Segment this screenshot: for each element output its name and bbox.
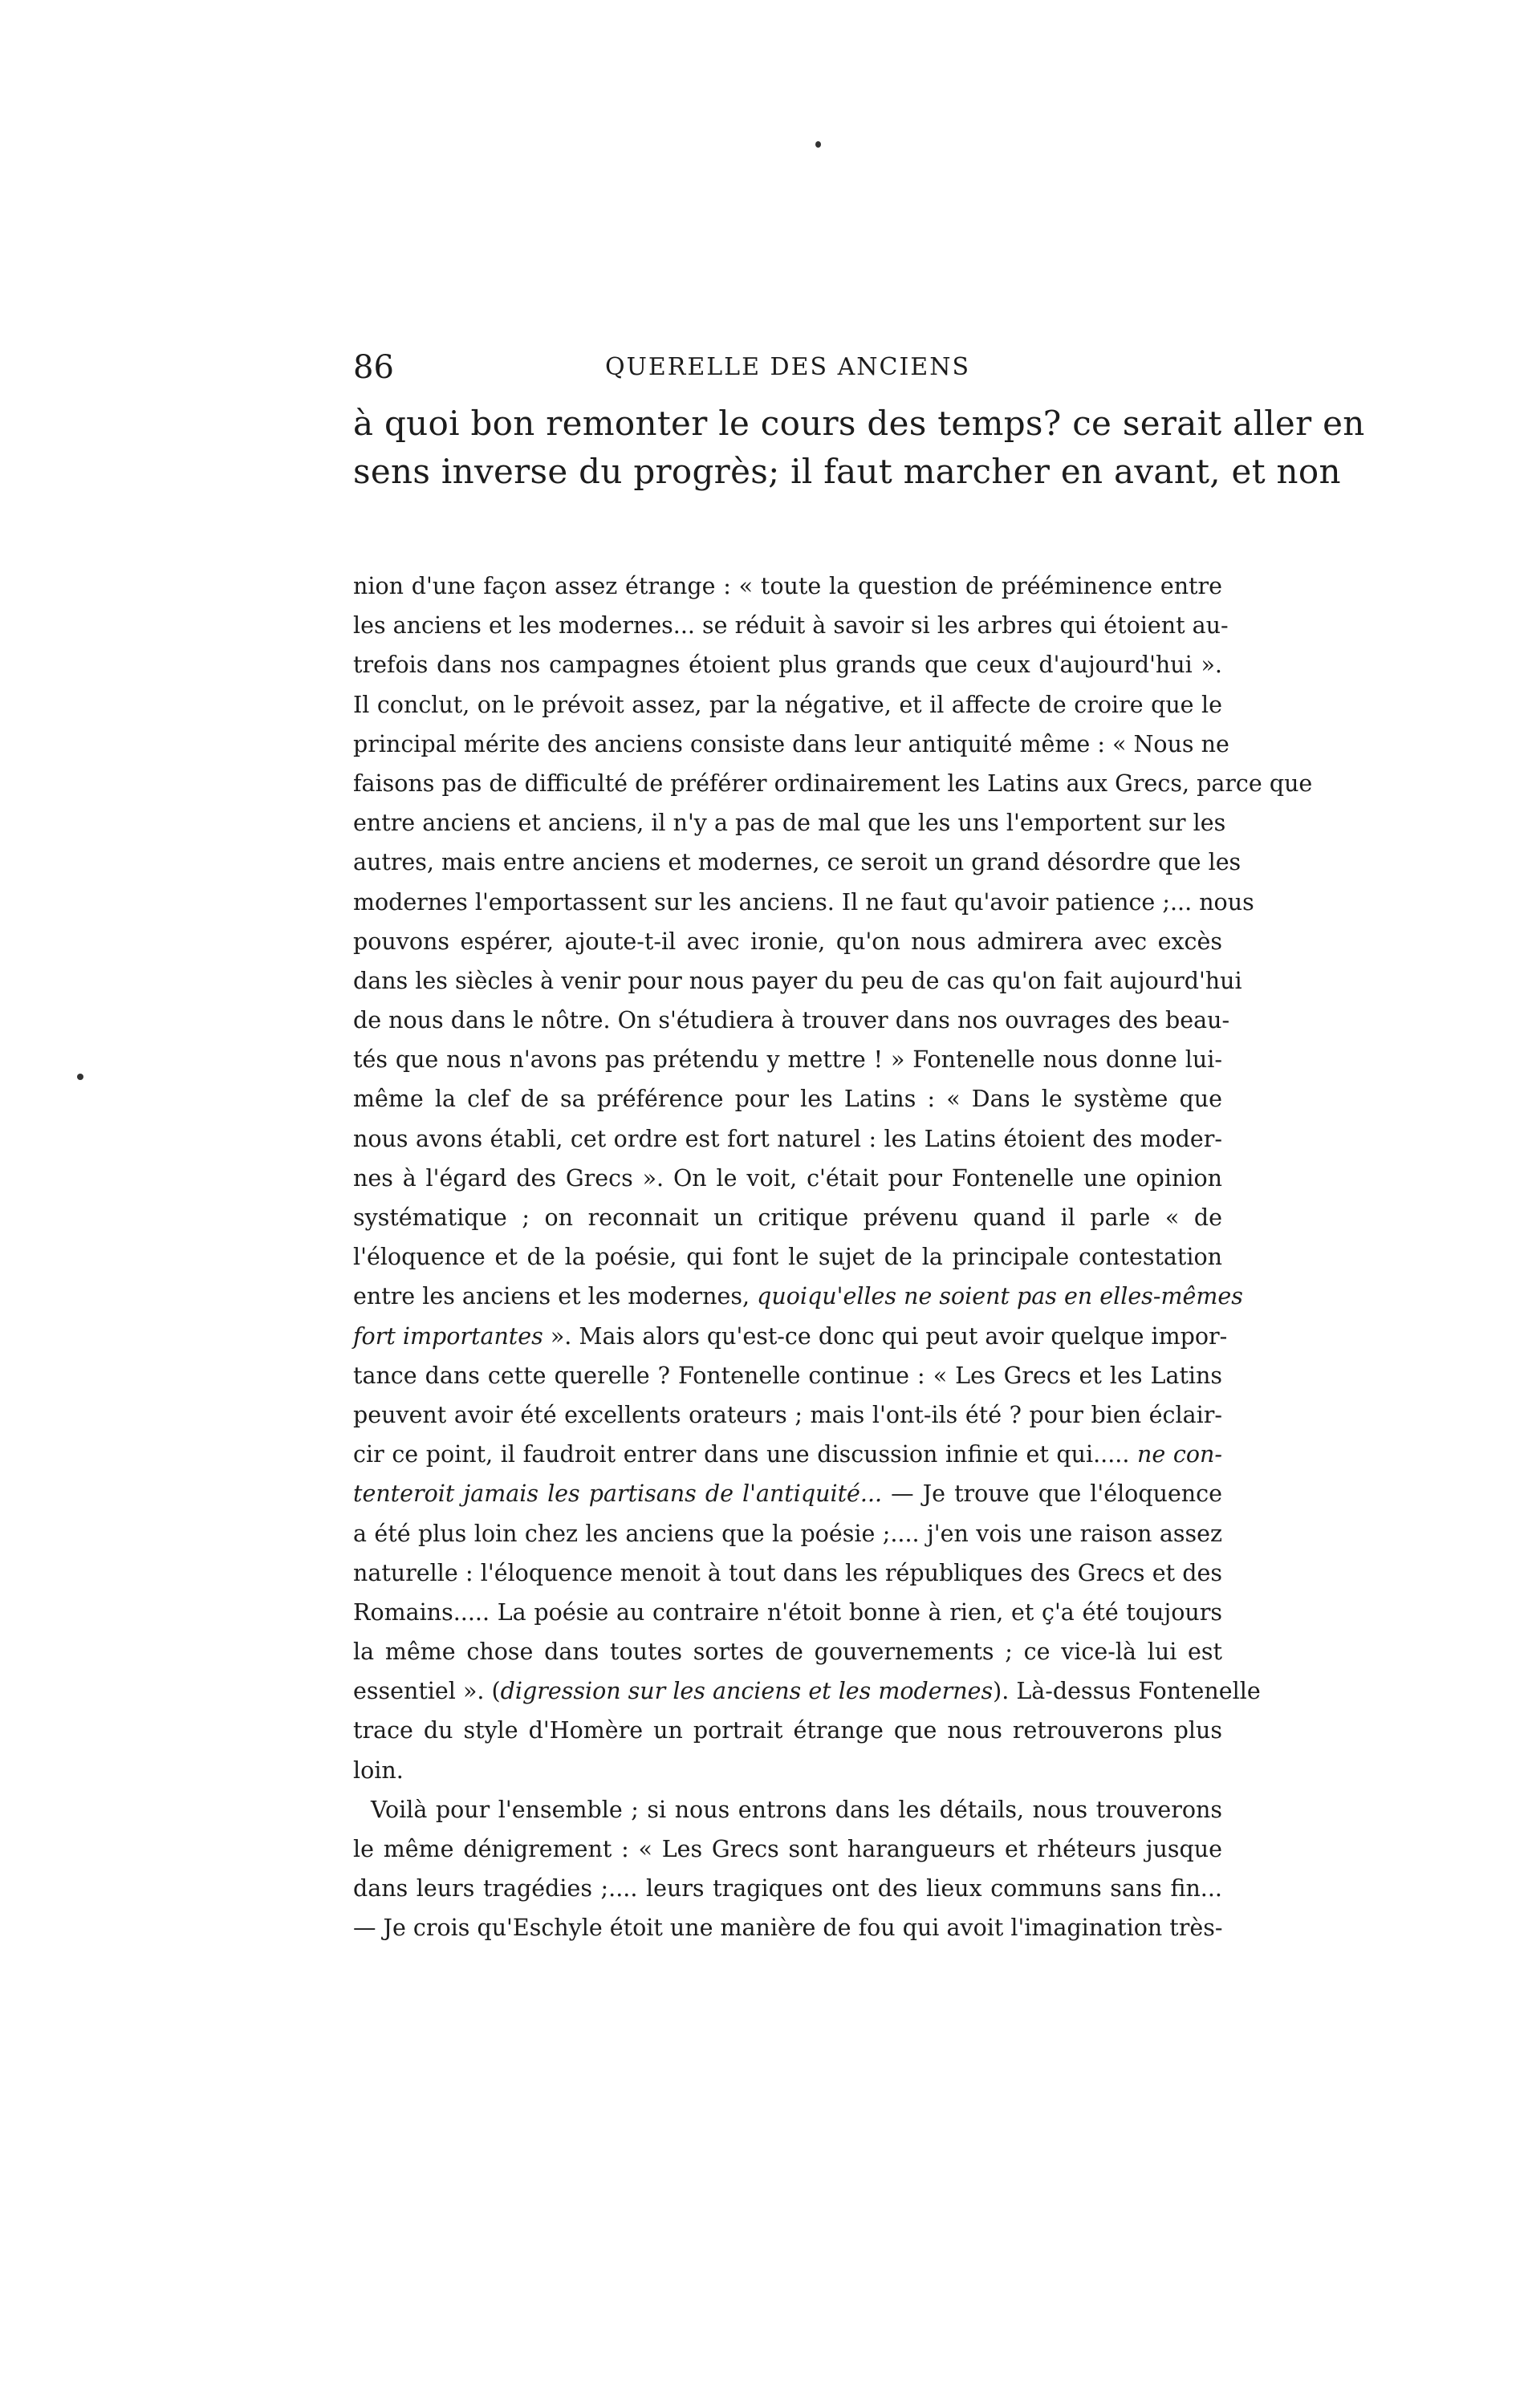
italic-text: fort importantes: [353, 1322, 543, 1350]
footnote-line: [353, 1317, 1228, 1356]
footnote-line: [353, 1553, 1222, 1593]
text-segment: Voilà pour l'ensemble ; si nous entrons dans les détails, nous trouverons: [371, 1796, 1222, 1823]
text-segment: — Je trouve que l'éloquence: [882, 1480, 1222, 1508]
text-segment: autres, mais entre anciens et modernes, ce seroit un grand désordre que les: [353, 849, 1242, 876]
text-segment: l'éloquence et de la poésie, qui font le sujet de la principale contestation: [353, 1244, 1222, 1271]
footnote-line: [353, 961, 1242, 1001]
footnote-line: [353, 1751, 1222, 1790]
footnote-line: [353, 1711, 1222, 1750]
text-segment: modernes l'emportassent sur les anciens. Il ne faut qu'avoir patience ;... nous: [353, 888, 1254, 916]
text-segment: Il conclut, on le prévoit assez, par la négative, et il affecte de croire que le: [353, 691, 1222, 718]
text-segment: systématique ; on reconnait un critique prévenu quand il parle « de: [353, 1204, 1222, 1231]
text-segment: Romains..... La poésie au contraire n'étoit bonne à rien, et ç'a été toujours: [353, 1598, 1222, 1626]
text-segment: dans leurs tragédies ;.... leurs tragiques ont des lieux communs sans fin...: [353, 1875, 1222, 1902]
footnote-block: [353, 566, 1313, 1948]
footnote-line: [353, 1514, 1222, 1553]
footnote-line: [353, 1159, 1222, 1198]
text-segment: la même chose dans toutes sortes de gouvernements ; ce vice-là lui est: [353, 1638, 1222, 1666]
ink-speck: [77, 1074, 83, 1080]
footnote-line: [353, 1474, 1222, 1513]
text-segment: faisons pas de difficulté de préférer ordinairement les Latins aux Grecs, parce que: [353, 770, 1313, 797]
footnote-line: [353, 1435, 1222, 1474]
page-number: 86: [353, 349, 394, 386]
text-segment: naturelle : l'éloquence menoit à tout dans les républiques des Grecs et des: [353, 1559, 1222, 1586]
footnote-line: [353, 645, 1222, 684]
footnote-line: [353, 1908, 1222, 1947]
text-segment: les anciens et les modernes... se réduit à savoir si les arbres qui étoient au-: [353, 612, 1229, 640]
text-segment: cir ce point, il faudroit entrer dans une discussion infinie et qui.....: [353, 1441, 1138, 1468]
footnote-line: [353, 1040, 1222, 1079]
footnote-line: [353, 725, 1229, 764]
text-segment: ). Là-dessus Fontenelle: [993, 1678, 1261, 1705]
text-segment: de nous dans le nôtre. On s'étudiera à trouver dans nos ouvrages des beau-: [353, 1007, 1230, 1034]
footnote-line: [353, 922, 1222, 961]
text-segment: a été plus loin chez les anciens que la poésie ;.... j'en vois une raison assez: [353, 1520, 1222, 1547]
text-segment: ». Mais alors qu'est-ce donc qui peut avoir quelque impor-: [543, 1322, 1228, 1350]
text-segment: trace du style d'Homère un portrait étrange que nous retrouverons plus: [353, 1717, 1222, 1744]
main-text-line: à quoi bon remonter le cours des temps? ce serait aller en: [353, 404, 1365, 443]
footnote-line: [353, 1671, 1261, 1711]
footnote-line: [353, 1198, 1222, 1237]
text-segment: tés que nous n'avons pas prétendu y mettre ! » Fontenelle nous donne lui-: [353, 1046, 1222, 1074]
italic-text: ne con-: [1137, 1441, 1222, 1468]
footnote-line: [353, 566, 1222, 606]
text-segment: loin.: [353, 1756, 404, 1784]
footnote-line: [353, 685, 1222, 725]
footnote-line: [353, 843, 1242, 882]
page-header: [353, 343, 1222, 392]
footnote-line: [353, 1237, 1222, 1277]
ink-speck: [815, 141, 821, 148]
footnote-line: [353, 1829, 1222, 1869]
main-text-line: sens inverse du progrès; il faut marcher en avant, et non: [353, 452, 1341, 491]
footnote-line: [353, 1356, 1222, 1395]
footnote-line: [353, 764, 1313, 803]
footnote-line: [353, 1593, 1222, 1632]
text-segment: principal mérite des anciens consiste dans leur antiquité même : « Nous ne: [353, 730, 1229, 757]
italic-text: digression sur les anciens et les modernes: [500, 1678, 994, 1705]
footnote-line: [353, 1395, 1222, 1435]
footnote-line: [353, 1079, 1222, 1119]
text-segment: pouvons espérer, ajoute-t-il avec ironie, qu'on nous admirera avec excès: [353, 928, 1222, 955]
text-segment: — Je crois qu'Eschyle étoit une manière de fou qui avoit l'imagination très-: [353, 1915, 1223, 1942]
footnote-line: [353, 1790, 1222, 1829]
main-text: [353, 400, 1365, 496]
footnote-line: [353, 803, 1226, 843]
footnote-line: [353, 1869, 1222, 1908]
text-segment: nion d'une façon assez étrange : « toute la question de prééminence entre: [353, 573, 1222, 599]
running-title: QUERELLE DES ANCIENS: [604, 353, 970, 381]
footnote-line: [353, 883, 1254, 922]
text-segment: entre anciens et anciens, il n'y a pas de mal que les uns l'emportent sur les: [353, 810, 1226, 837]
text-segment: nous avons établi, cet ordre est fort naturel : les Latins étoient des moder-: [353, 1125, 1222, 1152]
footnote-line: [353, 1277, 1243, 1316]
text-segment: dans les siècles à venir pour nous payer du peu de cas qu'on fait aujourd'hui: [353, 967, 1242, 994]
text-segment: trefois dans nos campagnes étoient plus grands que ceux d'aujourd'hui ».: [353, 652, 1222, 679]
footnote-line: [353, 606, 1229, 645]
text-segment: nes à l'égard des Grecs ». On le voit, c'était pour Fontenelle une opinion: [353, 1164, 1222, 1192]
text-segment: tance dans cette querelle ? Fontenelle continue : « Les Grecs et les Latins: [353, 1362, 1222, 1389]
text-segment: le même dénigrement : « Les Grecs sont harangueurs et rhéteurs jusque: [353, 1836, 1222, 1862]
text-segment: même la clef de sa préférence pour les Latins : « Dans le système que: [353, 1086, 1222, 1113]
footnote-line: [353, 1001, 1230, 1040]
text-segment: peuvent avoir été excellents orateurs ; mais l'ont-ils été ? pour bien éclair-: [353, 1401, 1222, 1428]
text-segment: essentiel ». (: [353, 1678, 501, 1705]
text-segment: entre les anciens et les modernes,: [353, 1283, 758, 1310]
italic-text: tenteroit jamais les partisans de l'antiquité...: [353, 1480, 883, 1508]
italic-text: quoiqu'elles ne soient pas en elles-mêmes: [757, 1283, 1243, 1310]
footnote-line: [353, 1632, 1222, 1671]
footnote-line: [353, 1119, 1222, 1159]
